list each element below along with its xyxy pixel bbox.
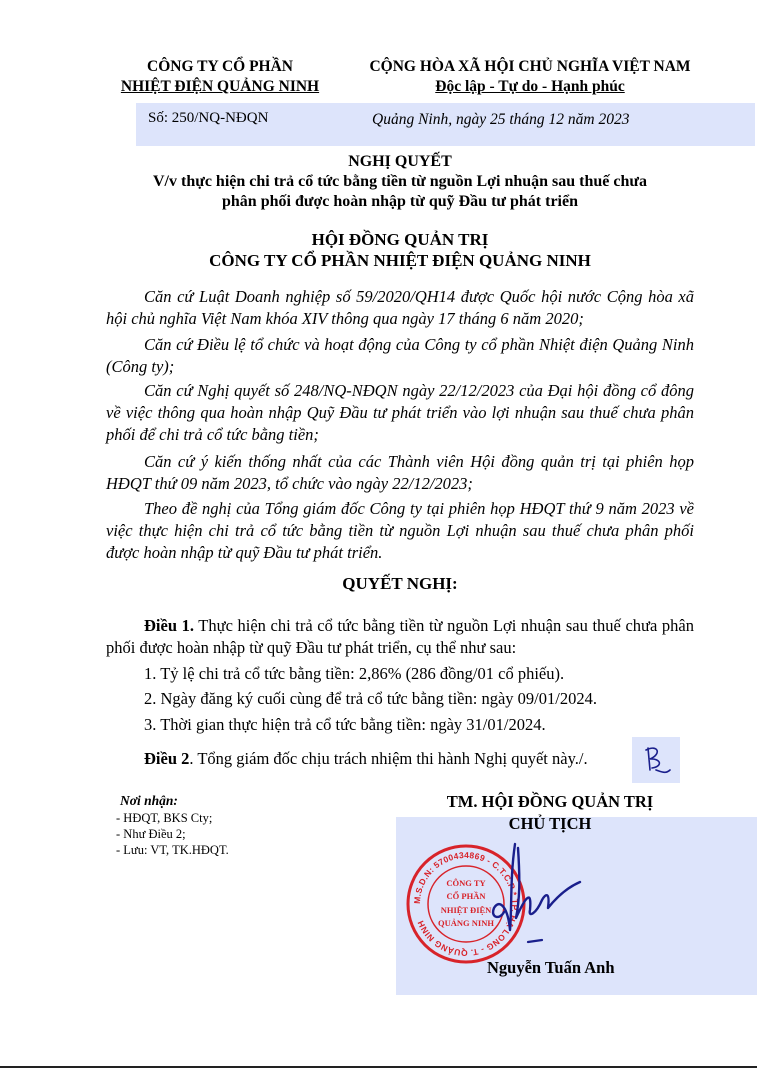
title-line1: NGHỊ QUYẾT	[348, 153, 452, 170]
article-2-label: Điều 2	[144, 749, 190, 768]
seal-line: CÔNG TY	[446, 878, 486, 888]
basis-paragraph: Căn cứ Điều lệ tổ chức và hoạt động của Công ty cổ phần Nhiệt điện Quảng Ninh (Công ty);	[106, 335, 694, 376]
board-line1: HỘI ĐỒNG QUẢN TRỊ	[311, 230, 489, 249]
nation-line2: Độc lập - Tự do - Hạnh phúc	[435, 78, 625, 95]
signature-title: TM. HỘI ĐỒNG QUẢN TRỊ	[446, 792, 654, 811]
seal-line: NHIỆT ĐIỆN	[440, 905, 492, 915]
article-1-item: 3. Thời gian thực hiện trả cổ tức bằng tiền: ngày 31/01/2024.	[144, 715, 546, 734]
company-name	[105, 57, 335, 97]
basis-paragraph: Căn cứ ý kiến thống nhất của các Thành viên Hội đồng quản trị tại phiên họp HĐQT thứ 09 năm 2023, tổ chức vào ngày 22/12/2023;	[106, 452, 694, 493]
recipient-item: - Lưu: VT, TK.HĐQT.	[116, 843, 229, 857]
seal-ring-text: M.S.D.N: 5700434869 - C.T.C.P * TP. HẠ LONG - T. QUẢNG NINH	[411, 849, 521, 959]
article-1	[106, 615, 694, 659]
recipients-list	[116, 810, 229, 858]
board-line2: CÔNG TY CỔ PHẦN NHIỆT ĐIỆN QUẢNG NINH	[209, 251, 591, 270]
decision-heading: QUYẾT NGHỊ:	[342, 574, 458, 593]
document-date: Quảng Ninh, ngày 25 tháng 12 năm 2023	[372, 111, 630, 128]
recipient-item: - Như Điều 2;	[116, 827, 186, 841]
national-motto	[345, 57, 715, 97]
signature-role: CHỦ TỊCH	[508, 814, 592, 833]
recipients-heading: Nơi nhận:	[120, 793, 178, 808]
seal-line: QUẢNG NINH	[438, 918, 494, 928]
basis-paragraph: Căn cứ Luật Doanh nghiệp số 59/2020/QH14 được Quốc hội nước Cộng hòa xã hội chủ nghĩa Việt Nam khóa XIV thông qua ngày 17 tháng 6 năm 2020;	[106, 287, 694, 328]
article-1-item: 1. Tỷ lệ chi trả cổ tức bằng tiền: 2,86% (286 đồng/01 cổ phiếu).	[144, 664, 565, 683]
title-line2: V/v thực hiện chi trả cổ tức bằng tiền từ nguồn Lợi nhuận sau thuế chưa	[153, 173, 647, 190]
article-1-text: Thực hiện chi trả cổ tức bằng tiền từ nguồn Lợi nhuận sau thuế chưa phân phối được hoàn nhập từ quỹ Đầu tư phát triển, cụ thể như sau:	[106, 616, 694, 657]
basis-paragraph: Căn cứ Nghị quyết số 248/NQ-NĐQN ngày 22/12/2023 của Đại hội đồng cổ đông về việc thông qua hoàn nhập Quỹ Đầu tư phát triển vào lợi nhuận sau thuế chưa phân phối để chi trả cổ tức bằng tiền;	[106, 381, 694, 444]
document-number: Số: 250/NQ-NĐQN	[148, 110, 269, 126]
initials-mark	[636, 740, 676, 780]
article-1-label: Điều 1.	[144, 616, 194, 635]
company-line1: CÔNG TY CỔ PHẦN	[147, 58, 293, 75]
page-bottom-edge	[0, 1066, 757, 1068]
article-2	[106, 748, 694, 770]
basis-paragraph: Theo đề nghị của Tổng giám đốc Công ty tại phiên họp HĐQT thứ 9 năm 2023 về việc thực hiện chi trả cổ tức bằng tiền từ nguồn Lợi nhuận sau thuế chưa phân phối được hoàn nhập từ quỹ Đầu tư phát triển.	[106, 499, 694, 562]
nation-line1: CỘNG HÒA XÃ HỘI CHỦ NGHĨA VIỆT NAM	[369, 58, 691, 75]
issuing-board	[100, 229, 700, 271]
document-title	[100, 152, 700, 212]
seal-line: CỔ PHẦN	[446, 891, 486, 901]
title-line3: phân phối được hoàn nhập từ quỹ Đầu tư phát triển	[222, 193, 578, 210]
article-1-item: 2. Ngày đăng ký cuối cùng để trả cổ tức bằng tiền: ngày 09/01/2024.	[144, 689, 597, 708]
company-line2: NHIỆT ĐIỆN QUẢNG NINH	[120, 78, 320, 95]
handwritten-signature	[470, 838, 600, 958]
recipient-item: - HĐQT, BKS Cty;	[116, 811, 213, 825]
signer-name: Nguyễn Tuấn Anh	[487, 958, 615, 977]
article-2-text: . Tổng giám đốc chịu trách nhiệm thi hành Nghị quyết này./.	[189, 749, 588, 768]
